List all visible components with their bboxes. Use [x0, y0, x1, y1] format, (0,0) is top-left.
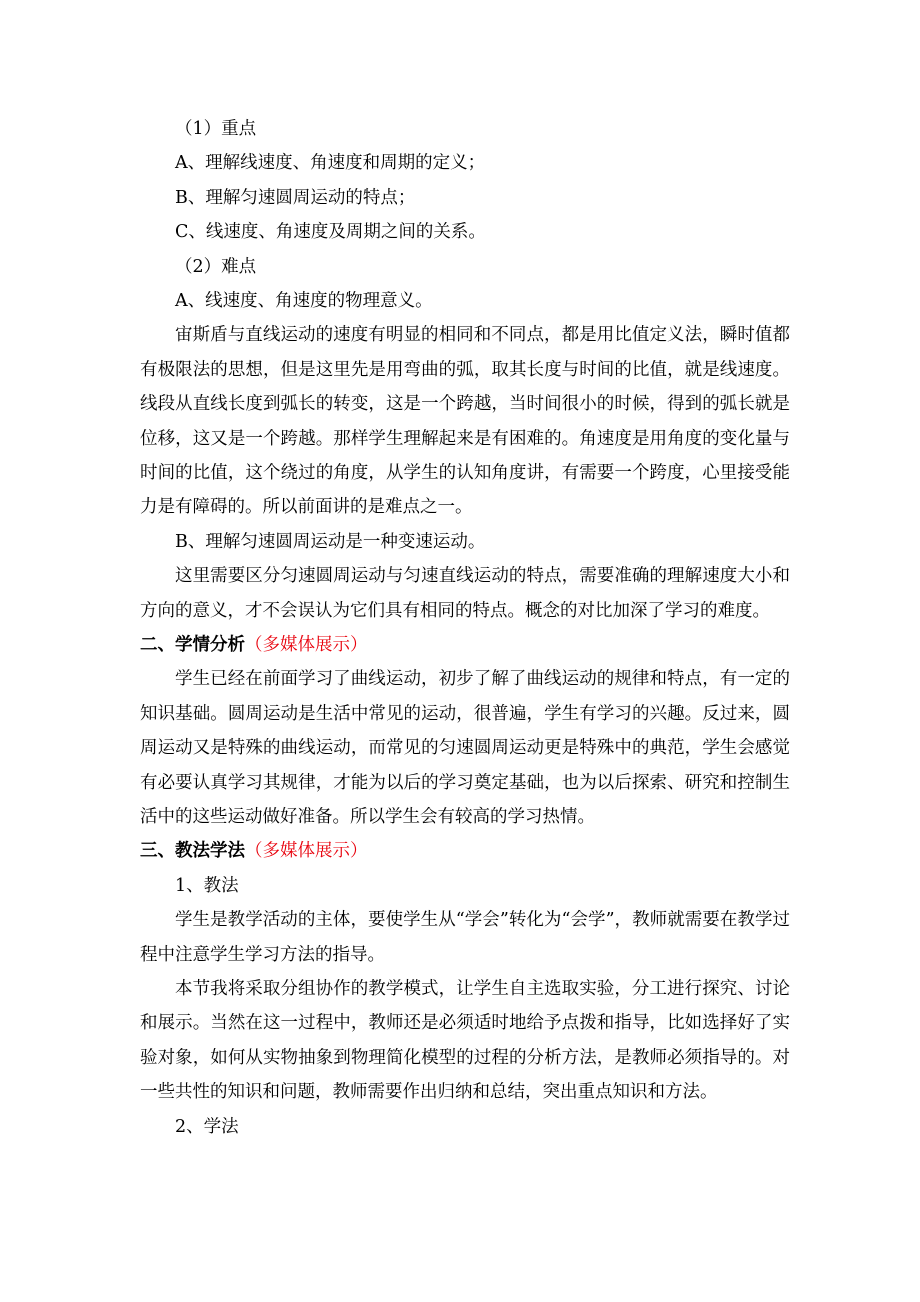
section-3-note: （多媒体展示） — [245, 841, 368, 862]
teaching-method-heading: 1、教法 — [175, 875, 239, 896]
difficulty-a-paragraph: 宙斯盾与直线运动的速度有明显的相同和不同点，都是用比值定义法，瞬时值都有极限法的思想，但是这里先是用弯曲的弧，取其长度与时间的比值，就是线速度。线段从直线长度到弧长的转变，这是一个跨越，当时间很小的时候，得到的弧长就是位移，这又是一个跨越。那样学生理解起来是有困难的。角速度是用角度的变化量与时间的比值，这个绕过的角度，从学生的认知角度讲，有需要一个跨度，心里接受能力是有障碍的。所以前面讲的是难点之一。 — [140, 325, 790, 518]
key-point-b: B、理解匀速圆周运动的特点； — [175, 187, 416, 208]
section-2-title: 二、学情分析 — [140, 634, 245, 655]
section-3-heading — [140, 834, 790, 868]
learning-method-heading: 2、学法 — [175, 1116, 239, 1137]
section-2-note: （多媒体展示） — [245, 634, 368, 655]
document-page — [140, 112, 790, 1144]
section-2-heading — [140, 628, 790, 662]
section-2-paragraph: 学生已经在前面学习了曲线运动，初步了解了曲线运动的规律和特点，有一定的知识基础。圆周运动是生活中常见的运动，很普遍，学生有学习的兴趣。反过来，圆周运动又是特殊的曲线运动，而常见的匀速圆周运动更是特殊中的典范，学生会感觉有必要认真学习其规律，才能为以后的学习奠定基础，也为以后探索、研究和控制生活中的这些运动做好准备。所以学生会有较高的学习热情。 — [140, 669, 790, 827]
key-point-a: A、理解线速度、角速度和周期的定义； — [175, 153, 486, 174]
teaching-method-paragraph-2: 本节我将采取分组协作的教学模式，让学生自主选取实验，分工进行探究、讨论和展示。当然在这一过程中，教师还是必须适时地给予点拨和指导，比如选择好了实验对象，如何从实物抽象到物理简化模型的过程的分析方法，是教师必须指导的。对一些共性的知识和问题，教师需要作出归纳和总结，突出重点知识和方法。 — [140, 979, 790, 1103]
difficulty-b-paragraph: 这里需要区分匀速圆周运动与匀速直线运动的特点，需要准确的理解速度大小和方向的意义，才不会误认为它们具有相同的特点。概念的对比加深了学习的难度。 — [140, 566, 790, 621]
key-point-c: C、线速度、角速度及周期之间的关系。 — [175, 222, 486, 243]
section-3-title: 三、教法学法 — [140, 841, 245, 862]
difficulties-heading: （2）难点 — [175, 256, 257, 277]
key-points-heading: （1）重点 — [175, 119, 257, 139]
difficulty-b: B、理解匀速圆周运动是一种变速运动。 — [175, 531, 486, 552]
difficulty-a: A、线速度、角速度的物理意义。 — [175, 290, 433, 311]
teaching-method-paragraph-1: 学生是教学活动的主体，要使学生从“学会”转化为“会学”，教师就需要在教学过程中注意学生学习方法的指导。 — [140, 910, 790, 965]
